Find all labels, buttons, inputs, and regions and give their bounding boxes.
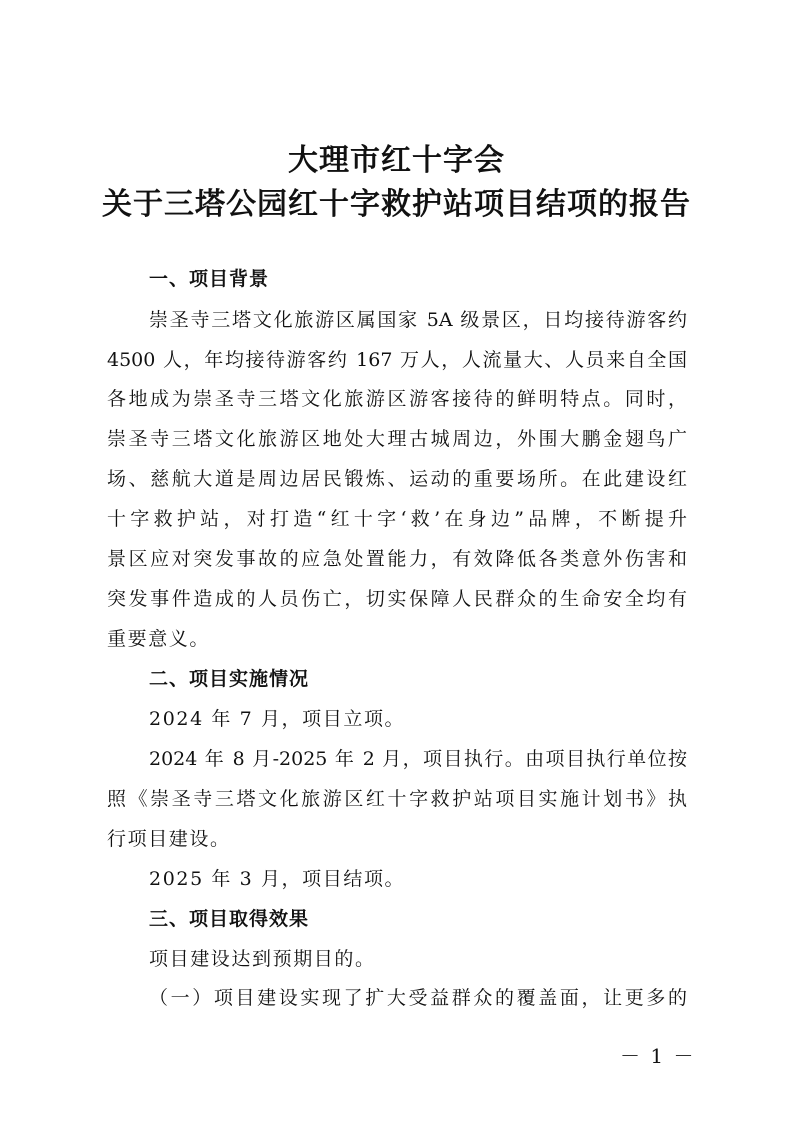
- section-1-line-8: 突发事件造成的人员伤亡，切实保障人民群众的生命安全均有: [107, 588, 687, 610]
- document-title-line-1: 大理市红十字会: [288, 143, 505, 178]
- section-2-para-2-line-2: 照《崇圣寺三塔文化旅游区红十字救护站项目实施计划书》执: [107, 788, 687, 810]
- page-number: － 1 －: [620, 1044, 696, 1068]
- section-2-para-2-line-3: 行项目建设。: [107, 828, 231, 850]
- section-1-line-9: 重要意义。: [107, 628, 211, 650]
- section-1-line-6: 十字救护站，对打造“红十字‘救’在身边”品牌，不断提升: [107, 508, 687, 530]
- section-1-line-7: 景区应对突发事故的应急处置能力，有效降低各类意外伤害和: [107, 548, 687, 570]
- section-2-line-1: 2024 年 7 月，项目立项。: [149, 708, 406, 730]
- section-1-line-2: 4500 人，年均接待游客约 167 万人，人流量大、人员来自全国: [107, 349, 687, 371]
- section-3-line-2: （一）项目建设实现了扩大受益群众的覆盖面，让更多的: [149, 987, 687, 1009]
- section-2-line-3: 2025 年 3 月，项目结项。: [149, 868, 406, 890]
- section-1-line-1: 崇圣寺三塔文化旅游区属国家 5A 级景区，日均接待游客约: [149, 309, 687, 331]
- section-1-line-4: 崇圣寺三塔文化旅游区地处大理古城周边，外围大鹏金翅鸟广: [107, 428, 687, 450]
- section-1-line-5: 场、慈航大道是周边居民锻炼、运动的重要场所。在此建设红: [107, 468, 687, 490]
- section-2-heading: 二、项目实施情况: [149, 668, 310, 690]
- document-title-line-2: 关于三塔公园红十字救护站项目结项的报告: [102, 187, 691, 222]
- section-3-line-1: 项目建设达到预期目的。: [149, 948, 376, 970]
- section-1-line-3: 各地成为崇圣寺三塔文化旅游区游客接待的鲜明特点。同时，: [107, 388, 687, 410]
- section-2-para-2-line-1: 2024 年 8 月-2025 年 2 月，项目执行。由项目执行单位按: [149, 748, 687, 770]
- section-3-heading: 三、项目取得效果: [149, 908, 310, 930]
- section-1-heading: 一、项目背景: [149, 268, 270, 290]
